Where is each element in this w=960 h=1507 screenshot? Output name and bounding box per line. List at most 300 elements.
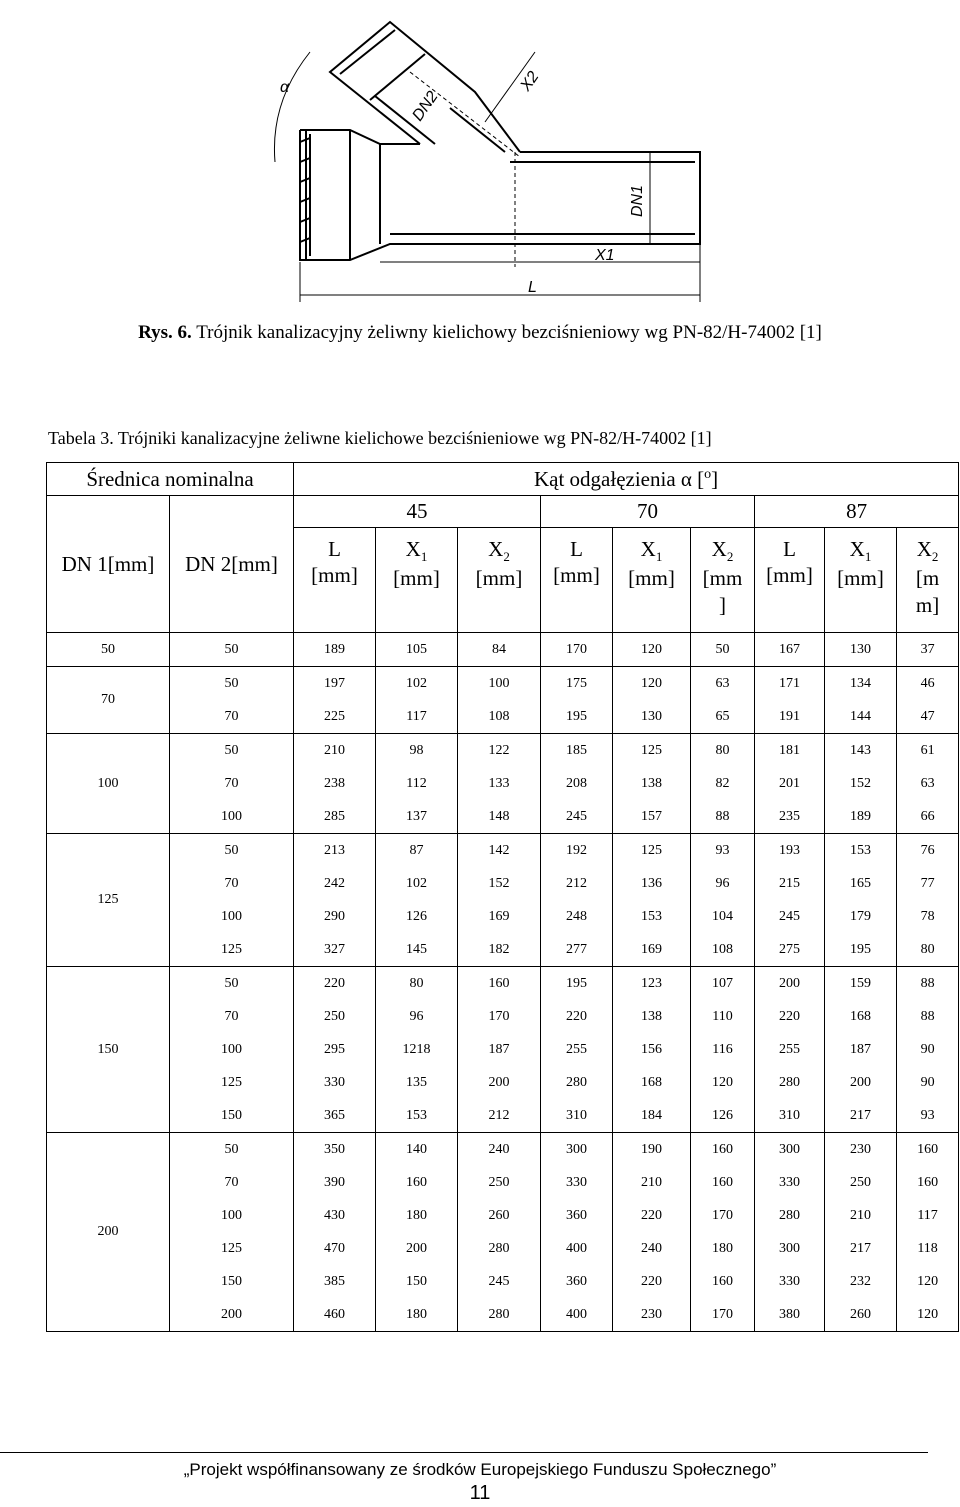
cell-value: 195	[566, 709, 587, 724]
cell-value: 63	[715, 676, 730, 691]
value-cell	[755, 967, 825, 1133]
value-cell	[170, 667, 294, 734]
dn1-cell: 125	[47, 834, 170, 967]
dn1-cell: 50	[47, 633, 170, 667]
value-cell	[755, 633, 825, 667]
cell-value: 130	[850, 642, 871, 657]
cell-value: 160	[917, 1142, 939, 1157]
cell-value: 160	[712, 1142, 733, 1157]
cell-value: 277	[566, 942, 587, 957]
cell-value: 238	[324, 776, 345, 791]
value-cell	[897, 633, 959, 667]
cell-value: 108	[488, 709, 510, 724]
value-cell	[458, 967, 541, 1133]
cell-value: 145	[406, 942, 427, 957]
cell-value: 167	[779, 642, 800, 657]
table-row	[47, 967, 959, 1133]
cell-value: 242	[324, 876, 345, 891]
cell-value: 360	[566, 1274, 587, 1289]
cell-value: 400	[566, 1307, 587, 1322]
cell-value: 84	[492, 642, 506, 657]
cell-value: 153	[850, 843, 871, 858]
cell-value: 275	[779, 942, 800, 957]
cell-value: 1218	[402, 1042, 431, 1057]
cell-value: 142	[488, 843, 510, 858]
cell-value: 250	[324, 1009, 345, 1024]
cell-value: 300	[779, 1142, 800, 1157]
dn2-label: DN2	[409, 88, 442, 125]
angle-70-header: 70	[541, 496, 755, 528]
cell-value: 144	[850, 709, 871, 724]
cell-value: 160	[488, 976, 510, 991]
cell-value: 179	[850, 909, 871, 924]
cell-value: 189	[850, 809, 871, 824]
cell-value: 78	[920, 909, 935, 924]
cell-value: 170	[712, 1208, 733, 1223]
cell-value: 230	[641, 1307, 662, 1322]
cell-value: 245	[566, 809, 587, 824]
cell-value: 190	[641, 1142, 662, 1157]
cell-value: 200	[488, 1075, 510, 1090]
cell-value: 135	[406, 1075, 427, 1090]
cell-value: 192	[566, 843, 587, 858]
angle-header	[294, 463, 959, 496]
cell-value: 82	[715, 776, 730, 791]
table-row	[47, 667, 959, 734]
cell-value: 290	[324, 909, 345, 924]
value-cell	[458, 633, 541, 667]
cell-value: 245	[488, 1274, 510, 1289]
cell-value: 70	[224, 876, 239, 891]
figure-caption	[0, 322, 960, 344]
cell-value: 80	[715, 743, 730, 758]
value-cell	[541, 967, 613, 1133]
spec-table	[46, 462, 959, 1332]
cell-value: 138	[641, 1009, 662, 1024]
dn1-cell: 100	[47, 734, 170, 834]
value-cell	[294, 667, 376, 734]
cell-value: 170	[488, 1009, 510, 1024]
cell-value: 137	[406, 809, 427, 824]
cell-value: 160	[712, 1274, 733, 1289]
value-cell	[458, 667, 541, 734]
cell-value: 126	[712, 1108, 733, 1123]
cell-value: 165	[850, 876, 871, 891]
cell-value: 50	[224, 843, 239, 858]
cell-value: 400	[566, 1241, 587, 1256]
value-cell	[755, 1133, 825, 1332]
cell-value: 385	[324, 1274, 345, 1289]
cell-value: 380	[779, 1307, 800, 1322]
cell-value: 215	[779, 876, 800, 891]
value-cell	[755, 734, 825, 834]
cell-value: 136	[641, 876, 662, 891]
value-cell	[897, 1133, 959, 1332]
cell-value: 150	[221, 1108, 242, 1123]
cell-value: 217	[850, 1108, 871, 1123]
table-row	[47, 633, 959, 667]
cell-value: 153	[641, 909, 662, 924]
value-cell	[897, 967, 959, 1133]
value-cell	[376, 633, 458, 667]
cell-value: 212	[566, 876, 587, 891]
value-cell	[170, 734, 294, 834]
value-cell	[458, 834, 541, 967]
cell-value: 280	[779, 1075, 800, 1090]
cell-value: 120	[641, 642, 662, 657]
value-cell	[170, 967, 294, 1133]
cell-value: 140	[406, 1142, 427, 1157]
cell-value: 280	[488, 1307, 510, 1322]
cell-value: 235	[779, 809, 800, 824]
col-l-87: L [mm]	[755, 528, 825, 633]
cell-value: 116	[712, 1042, 733, 1057]
value-cell	[691, 734, 755, 834]
cell-value: 65	[715, 709, 730, 724]
cell-value: 100	[221, 909, 242, 924]
cell-value: 120	[917, 1274, 939, 1289]
value-cell	[376, 1133, 458, 1332]
cell-value: 122	[488, 743, 510, 758]
col-x2-45: $X_2$ [mm]	[458, 528, 541, 633]
cell-value: 220	[641, 1274, 662, 1289]
cell-value: 460	[324, 1307, 345, 1322]
value-cell	[294, 1133, 376, 1332]
cell-value: 300	[779, 1241, 800, 1256]
cell-value: 200	[406, 1241, 427, 1256]
cell-value: 90	[920, 1075, 935, 1090]
cell-value: 80	[920, 942, 935, 957]
cell-value: 150	[221, 1274, 242, 1289]
cell-value: 220	[641, 1208, 662, 1223]
cell-value: 187	[488, 1042, 510, 1057]
cell-value: 150	[406, 1274, 427, 1289]
cell-value: 195	[850, 942, 871, 957]
value-cell	[825, 967, 897, 1133]
cell-value: 200	[779, 976, 800, 991]
cell-value: 280	[566, 1075, 587, 1090]
table-title: Tabela 3. Trójniki kanalizacyjne żeliwne kielichowe bezciśnieniowe wg PN-82/H-74002 [1]	[48, 428, 712, 448]
cell-value: 96	[409, 1009, 424, 1024]
cell-value: 50	[224, 642, 239, 657]
cell-value: 300	[566, 1142, 587, 1157]
value-cell	[376, 667, 458, 734]
cell-value: 160	[712, 1175, 733, 1190]
col-x1-70: $X_1$ [mm]	[613, 528, 691, 633]
value-cell	[294, 967, 376, 1133]
cell-value: 208	[566, 776, 587, 791]
cell-value: 46	[920, 676, 935, 691]
value-cell	[691, 667, 755, 734]
value-cell	[170, 1133, 294, 1332]
cell-value: 193	[779, 843, 800, 858]
cell-value: 70	[224, 1175, 239, 1190]
cell-value: 153	[406, 1108, 427, 1123]
cell-value: 330	[566, 1175, 587, 1190]
cell-value: 133	[488, 776, 510, 791]
cell-value: 285	[324, 809, 345, 824]
value-cell	[458, 1133, 541, 1332]
value-cell	[897, 834, 959, 967]
cell-value: 98	[409, 743, 424, 758]
cell-value: 327	[324, 942, 345, 957]
cell-value: 104	[712, 909, 733, 924]
cell-value: 100	[221, 1208, 242, 1223]
cell-value: 120	[641, 676, 662, 691]
cell-value: 390	[324, 1175, 345, 1190]
cell-value: 250	[850, 1175, 871, 1190]
value-cell	[691, 633, 755, 667]
nominal-diameter-header: Średnica nominalna	[47, 463, 294, 496]
dn2-header: DN 2[mm]	[170, 496, 294, 633]
cell-value: 152	[488, 876, 510, 891]
table-row	[47, 1133, 959, 1332]
cell-value: 201	[779, 776, 800, 791]
cell-value: 93	[920, 1108, 935, 1123]
cell-value: 245	[779, 909, 800, 924]
dn1-label: DN1	[629, 184, 646, 217]
cell-value: 195	[566, 976, 587, 991]
value-cell	[691, 834, 755, 967]
cell-value: 250	[488, 1175, 510, 1190]
cell-value: 330	[779, 1175, 800, 1190]
cell-value: 102	[406, 876, 427, 891]
value-cell	[825, 667, 897, 734]
value-cell	[376, 967, 458, 1133]
cell-value: 110	[712, 1009, 733, 1024]
cell-value: 330	[324, 1075, 345, 1090]
cell-value: 80	[409, 976, 424, 991]
col-l-70: L [mm]	[541, 528, 613, 633]
cell-value: 170	[566, 642, 587, 657]
value-cell	[541, 734, 613, 834]
value-cell	[613, 834, 691, 967]
cell-value: 213	[324, 843, 345, 858]
col-x2-70: $X_2$ [mm ]	[691, 528, 755, 633]
x1-label: X1	[595, 247, 615, 264]
cell-value: 125	[221, 1241, 242, 1256]
l-label: L	[528, 279, 537, 296]
cell-value: 470	[324, 1241, 345, 1256]
cell-value: 156	[641, 1042, 662, 1057]
cell-value: 181	[779, 743, 800, 758]
cell-value: 255	[779, 1042, 800, 1057]
cell-value: 126	[406, 909, 427, 924]
cell-value: 87	[409, 843, 424, 858]
value-cell	[170, 633, 294, 667]
cell-value: 120	[712, 1075, 733, 1090]
cell-value: 125	[221, 1075, 242, 1090]
cell-value: 105	[406, 642, 427, 657]
cell-value: 160	[406, 1175, 427, 1190]
cell-value: 280	[488, 1241, 510, 1256]
value-cell	[613, 633, 691, 667]
value-cell	[825, 834, 897, 967]
cell-value: 70	[224, 776, 239, 791]
cell-value: 210	[850, 1208, 871, 1223]
cell-value: 117	[917, 1208, 938, 1223]
cell-value: 102	[406, 676, 427, 691]
footer-divider	[0, 1452, 928, 1453]
value-cell	[541, 633, 613, 667]
alpha-label: α	[280, 79, 290, 96]
cell-value: 108	[712, 942, 733, 957]
cell-value: 50	[715, 642, 730, 657]
table-row	[47, 834, 959, 967]
caption-prefix: Rys. 6.	[138, 322, 192, 343]
cell-value: 220	[779, 1009, 800, 1024]
cell-value: 138	[641, 776, 662, 791]
cell-value: 125	[641, 743, 662, 758]
table-body	[47, 633, 959, 1332]
value-cell	[691, 1133, 755, 1332]
cell-value: 77	[920, 876, 935, 891]
cell-value: 134	[850, 676, 871, 691]
footer-text: „Projekt współfinansowany ze środków Europejskiego Funduszu Społecznego”	[183, 1460, 777, 1479]
cell-value: 175	[566, 676, 587, 691]
dn1-cell: 150	[47, 967, 170, 1133]
cell-value: 200	[221, 1307, 242, 1322]
dn1-cell: 200	[47, 1133, 170, 1332]
cell-value: 360	[566, 1208, 587, 1223]
table-row	[47, 734, 959, 834]
cell-value: 148	[488, 809, 510, 824]
cell-value: 180	[406, 1307, 427, 1322]
cell-value: 180	[406, 1208, 427, 1223]
cell-value: 330	[779, 1274, 800, 1289]
cell-value: 170	[712, 1307, 733, 1322]
value-cell	[825, 633, 897, 667]
value-cell	[541, 1133, 613, 1332]
cell-value: 120	[917, 1307, 939, 1322]
cell-value: 197	[324, 676, 345, 691]
cell-value: 63	[920, 776, 935, 791]
cell-value: 310	[779, 1108, 800, 1123]
cell-value: 50	[224, 976, 239, 991]
cell-value: 260	[850, 1307, 871, 1322]
cell-value: 212	[488, 1108, 510, 1123]
value-cell	[170, 834, 294, 967]
cell-value: 125	[221, 942, 242, 957]
value-cell	[294, 633, 376, 667]
cell-value: 66	[920, 809, 935, 824]
cell-value: 255	[566, 1042, 587, 1057]
caption-text: Trójnik kanalizacyjny żeliwny kielichowy bezciśnieniowy wg PN-82/H-74002 [1]	[196, 322, 822, 343]
value-cell	[294, 834, 376, 967]
cell-value: 88	[715, 809, 730, 824]
value-cell	[897, 734, 959, 834]
cell-value: 240	[488, 1142, 510, 1157]
cell-value: 47	[920, 709, 935, 724]
cell-value: 70	[224, 709, 239, 724]
cell-value: 180	[712, 1241, 733, 1256]
cell-value: 168	[850, 1009, 871, 1024]
tee-fitting-drawing	[270, 12, 710, 312]
cell-value: 184	[641, 1108, 662, 1123]
cell-value: 260	[488, 1208, 510, 1223]
col-x1-45: $X_1$ [mm]	[376, 528, 458, 633]
value-cell	[541, 667, 613, 734]
value-cell	[458, 734, 541, 834]
cell-value: 295	[324, 1042, 345, 1057]
cell-value: 157	[641, 809, 662, 824]
cell-value: 232	[850, 1274, 871, 1289]
cell-value: 210	[641, 1175, 662, 1190]
cell-value: 225	[324, 709, 345, 724]
cell-value: 350	[324, 1142, 345, 1157]
page-number: 11	[469, 1482, 491, 1504]
cell-value: 310	[566, 1108, 587, 1123]
cell-value: 37	[920, 642, 935, 657]
cell-value: 248	[566, 909, 587, 924]
cell-value: 159	[850, 976, 871, 991]
cell-value: 130	[641, 709, 662, 724]
cell-value: 125	[641, 843, 662, 858]
cell-value: 220	[566, 1009, 587, 1024]
cell-value: 107	[712, 976, 733, 991]
cell-value: 430	[324, 1208, 345, 1223]
cell-value: 100	[488, 676, 510, 691]
cell-value: 50	[224, 676, 239, 691]
cell-value: 189	[324, 642, 345, 657]
value-cell	[613, 967, 691, 1133]
cell-value: 365	[324, 1108, 345, 1123]
cell-value: 280	[779, 1208, 800, 1223]
value-cell	[755, 834, 825, 967]
cell-value: 200	[850, 1075, 871, 1090]
cell-value: 169	[488, 909, 510, 924]
value-cell	[755, 667, 825, 734]
cell-value: 123	[641, 976, 662, 991]
col-x2-87: $X_2$ [m m]	[897, 528, 959, 633]
cell-value: 50	[224, 1142, 239, 1157]
angle-header-text: Kąt odgałęzienia α [$^o$]	[533, 466, 719, 491]
value-cell	[376, 734, 458, 834]
cell-value: 76	[920, 843, 935, 858]
cell-value: 168	[641, 1075, 662, 1090]
cell-value: 112	[406, 776, 427, 791]
col-x1-87: $X_1$ [mm]	[825, 528, 897, 633]
value-cell	[691, 967, 755, 1133]
dn1-cell: 70	[47, 667, 170, 734]
cell-value: 90	[920, 1042, 935, 1057]
cell-value: 152	[850, 776, 871, 791]
cell-value: 93	[715, 843, 730, 858]
cell-value: 61	[920, 743, 935, 758]
cell-value: 217	[850, 1241, 871, 1256]
value-cell	[897, 667, 959, 734]
cell-value: 230	[850, 1142, 871, 1157]
cell-value: 88	[920, 1009, 935, 1024]
cell-value: 187	[850, 1042, 871, 1057]
angle-45-header: 45	[294, 496, 541, 528]
value-cell	[825, 734, 897, 834]
value-cell	[613, 734, 691, 834]
col-l-45: L [mm]	[294, 528, 376, 633]
value-cell	[376, 834, 458, 967]
cell-value: 118	[917, 1241, 938, 1256]
dn1-header: DN 1[mm]	[47, 496, 170, 633]
cell-value: 88	[920, 976, 935, 991]
cell-value: 50	[224, 743, 239, 758]
cell-value: 240	[641, 1241, 662, 1256]
value-cell	[294, 734, 376, 834]
value-cell	[541, 834, 613, 967]
cell-value: 210	[324, 743, 345, 758]
cell-value: 100	[221, 1042, 242, 1057]
cell-value: 220	[324, 976, 345, 991]
cell-value: 185	[566, 743, 587, 758]
